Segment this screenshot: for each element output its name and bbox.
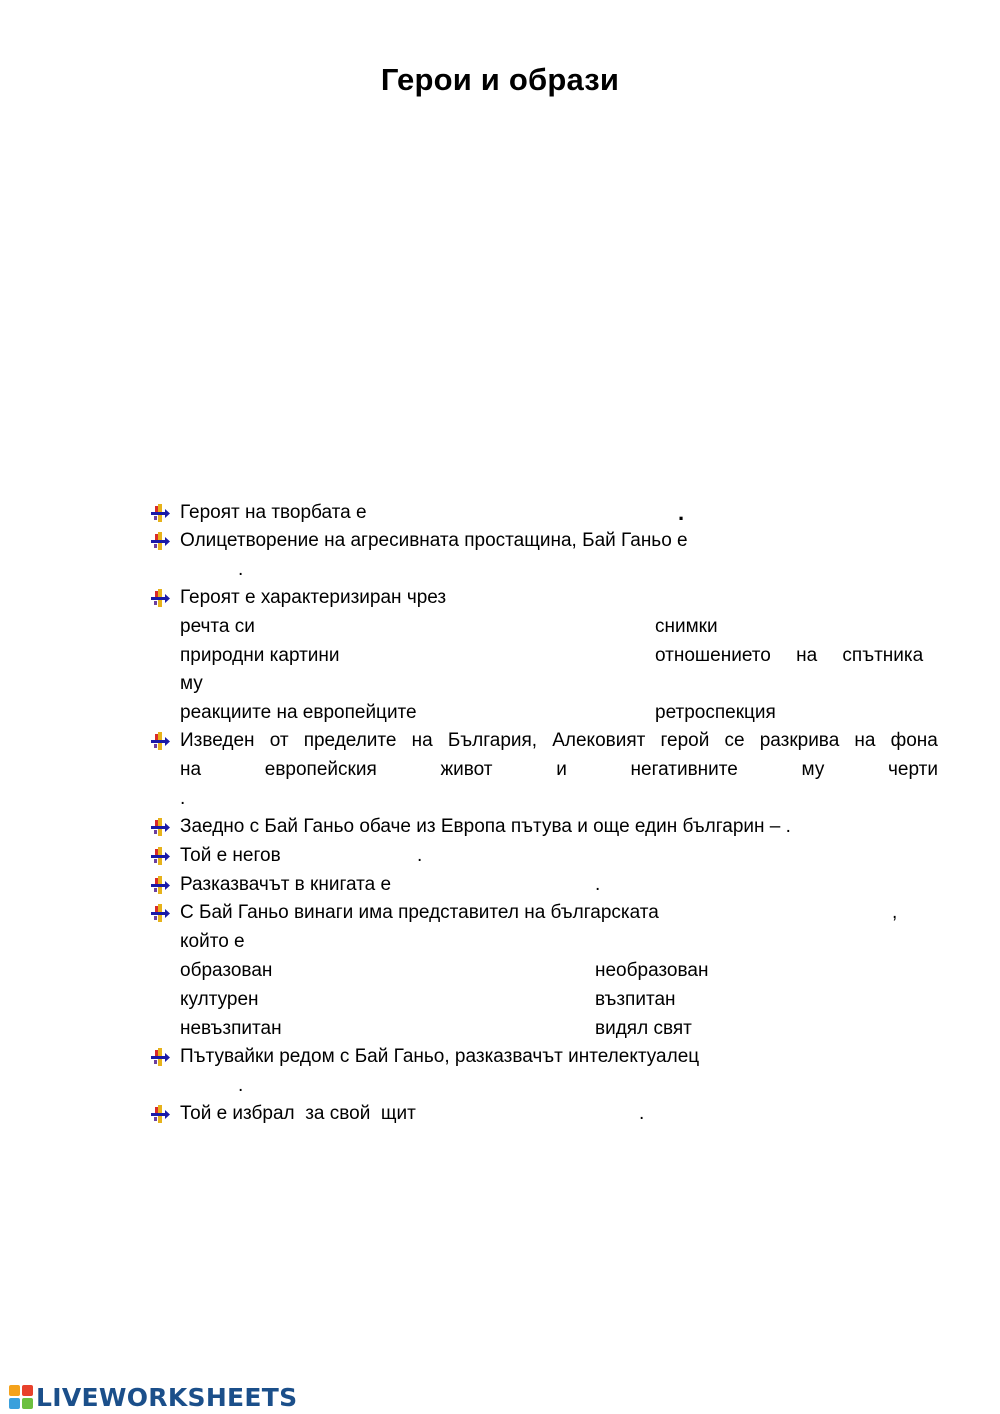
footer-brand [8, 1380, 297, 1414]
q10-end: . [639, 1103, 645, 1124]
q1-text: Героят на творбата е [180, 502, 367, 523]
q7-end: . [595, 874, 601, 895]
q8-option[interactable]: образован [180, 960, 273, 981]
q6-end: . [417, 845, 423, 866]
q8-text-continued: който е [180, 931, 245, 952]
arrow-bullet-icon [150, 731, 170, 751]
liveworksheets-logo-icon [8, 1384, 34, 1410]
q3-option-continued: му [180, 673, 203, 694]
q3-option[interactable]: снимки [655, 616, 718, 637]
q4-line1: Изведен от пределите на България, Алековият герой се разкрива на фона [180, 730, 938, 751]
q3-option[interactable]: отношението на спътника [655, 645, 924, 666]
q3-option[interactable]: реакциите на европейците [180, 702, 417, 723]
q6-text: Той е негов [180, 845, 281, 866]
q9-text: Пътувайки редом с Бай Ганьо, разказвачът интелектуалец [180, 1046, 700, 1067]
q8-option[interactable]: възпитан [595, 989, 676, 1010]
q8-option[interactable]: необразован [595, 960, 709, 981]
q4-line2: на европейския живот и негативните му черти [180, 759, 938, 780]
q1-end: . [678, 500, 685, 525]
arrow-bullet-icon [150, 503, 170, 523]
arrow-bullet-icon [150, 846, 170, 866]
q8-option[interactable]: видял свят [595, 1018, 692, 1039]
q3-option[interactable]: речта си [180, 616, 255, 637]
arrow-bullet-icon [150, 875, 170, 895]
page-title: Герои и образи [380, 62, 620, 97]
arrow-bullet-icon [150, 1104, 170, 1124]
arrow-bullet-icon [150, 903, 170, 923]
q8-text: С Бай Ганьо винаги има представител на българската [180, 902, 659, 923]
q9-end: . [238, 1075, 244, 1096]
footer-brand-text: LIVEWORKSHEETS [36, 1382, 298, 1412]
q7-text: Разказвачът в книгата е [180, 874, 392, 895]
q3-option[interactable]: природни картини [180, 645, 340, 666]
q8-option[interactable]: културен [180, 989, 259, 1010]
arrow-bullet-icon [150, 1047, 170, 1067]
q8-option[interactable]: невъзпитан [180, 1018, 282, 1039]
q10-text: Той е избрал за свой щит [180, 1103, 416, 1124]
q2-end: . [238, 559, 244, 580]
q3-option[interactable]: ретроспекция [655, 702, 776, 723]
arrow-bullet-icon [150, 817, 170, 837]
arrow-bullet-icon [150, 588, 170, 608]
q4-end: . [180, 788, 186, 809]
arrow-bullet-icon [150, 531, 170, 551]
q8-comma: , [892, 902, 898, 923]
q2-text: Олицетворение на агресивната простащина, Бай Ганьо е [180, 530, 688, 551]
q3-text: Героят е характеризиран чрез [180, 587, 447, 608]
q5-text: Заедно с Бай Ганьо обаче из Европа пътува и още един българин – . [180, 816, 791, 837]
